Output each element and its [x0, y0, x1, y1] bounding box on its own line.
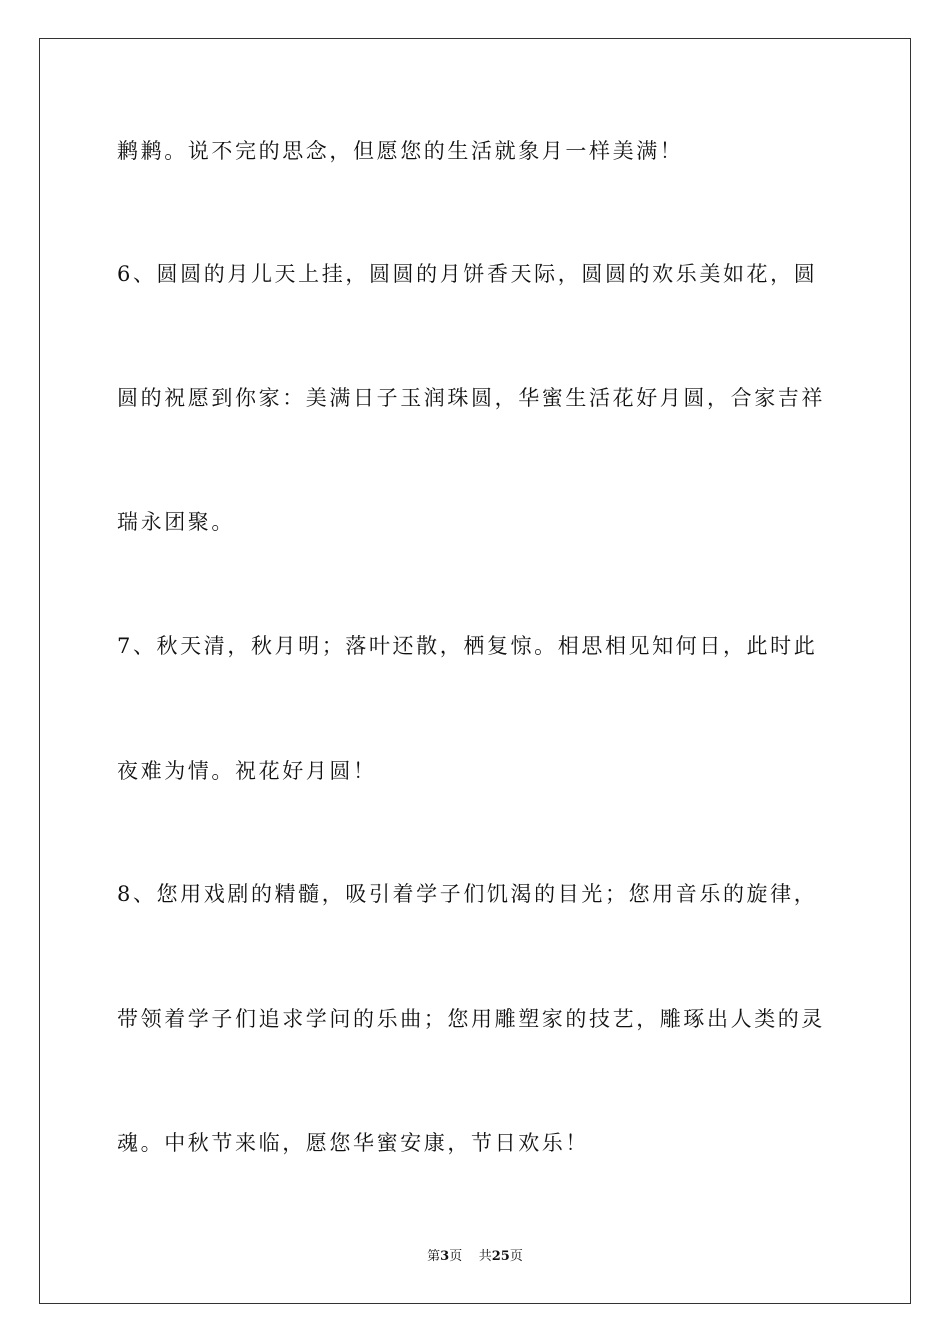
text-line-1: 鹣鹣。说不完的思念，但愿您的生活就象月一样美满！ [117, 139, 684, 163]
text-line-3: 圆的祝愿到你家：美满日子玉润珠圆，华蜜生活花好月圆，合家吉祥 [117, 386, 825, 410]
total-prefix: 共 [478, 1249, 492, 1264]
page-footer [0, 1248, 950, 1266]
current-page-number: 3 [440, 1249, 450, 1264]
text-line-2: 6、圆圆的月儿天上挂，圆圆的月饼香天际，圆圆的欢乐美如花，圆 [117, 262, 818, 286]
text-line-9: 魂。中秋节来临，愿您华蜜安康，节日欢乐！ [117, 1131, 589, 1155]
text-line-7: 8、您用戏剧的精髓，吸引着学子们饥渴的目光；您用音乐的旋律， [117, 882, 818, 906]
text-line-8: 带领着学子们追求学问的乐曲；您用雕塑家的技艺，雕琢出人类的灵 [117, 1007, 825, 1031]
page-suffix: 页 [449, 1249, 463, 1264]
total-suffix: 页 [509, 1249, 523, 1264]
total-page-count: 25 [491, 1249, 510, 1264]
text-line-4: 瑞永团聚。 [117, 510, 235, 534]
text-line-6: 夜难为情。祝花好月圆！ [117, 759, 377, 783]
page-border [39, 38, 911, 1304]
text-line-5: 7、秋天清，秋月明；落叶还散，栖复惊。相思相见知何日，此时此 [117, 634, 818, 658]
page-prefix: 第 [427, 1249, 441, 1264]
